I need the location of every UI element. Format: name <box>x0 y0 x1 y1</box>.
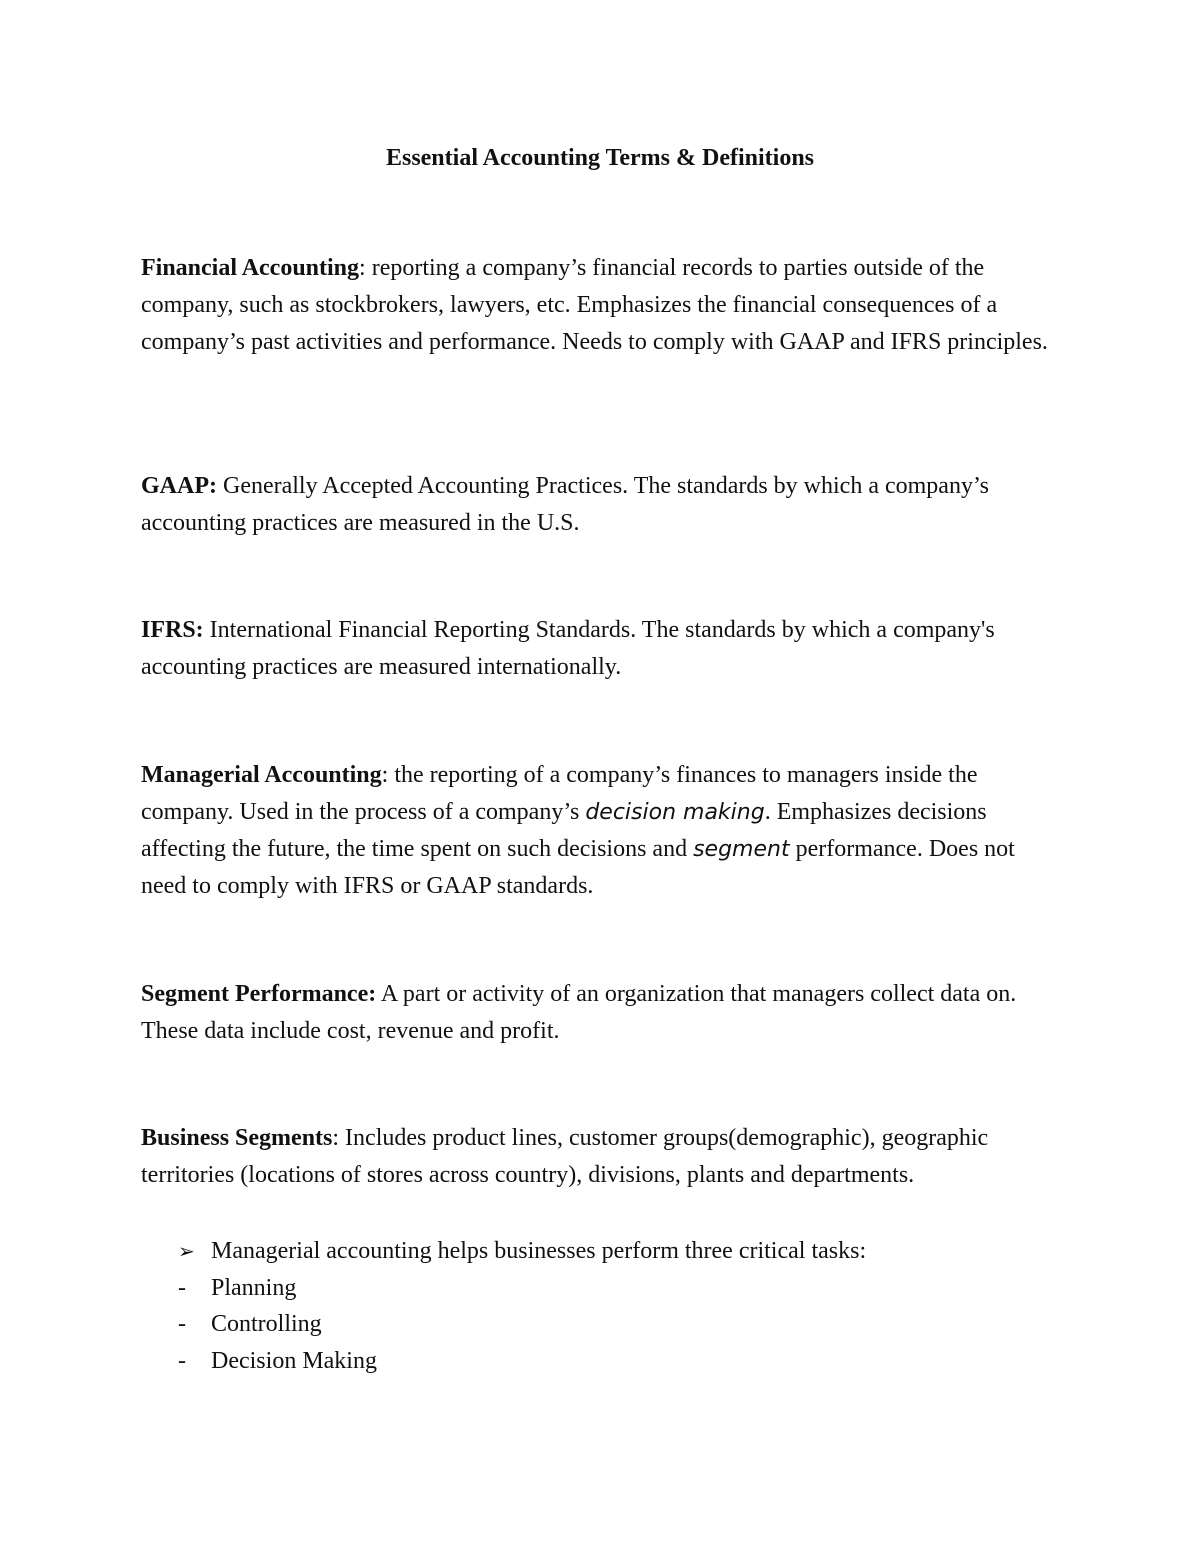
definition-managerial-part1: the reporting of a company’s finances to managers inside the company. Used in the process of a company’s <box>141 762 978 825</box>
entry-segment-performance <box>141 976 1066 1050</box>
italic-decision-making: decision making <box>585 800 765 825</box>
term-separator: : <box>359 255 366 281</box>
dash-bullet: - <box>178 1274 186 1301</box>
term-ifrs: IFRS: <box>141 617 204 643</box>
list-item-text: Controlling <box>211 1311 322 1337</box>
document-title: Essential Accounting Terms & Definitions <box>385 145 815 171</box>
tasks-list <box>160 1233 866 1379</box>
dash-bullet: - <box>178 1347 186 1374</box>
term-managerial-accounting: Managerial Accounting <box>141 762 382 788</box>
dash-bullet: - <box>178 1311 186 1337</box>
definition-financial-accounting: reporting a company’s financial records to parties outside of the company, such as stockbrokers, lawyers, etc. Emphasizes the financial consequences of a company’s past activities and performance. Needs to comply with GAAP and IFRS principles. <box>141 255 1048 355</box>
list-item-intro <box>160 1233 866 1270</box>
list-item <box>160 1343 866 1380</box>
list-intro-text: Managerial accounting helps businesses perform three critical tasks: <box>211 1238 867 1264</box>
entry-business-segments <box>141 1120 1066 1194</box>
term-segment-performance: Segment Performance: <box>141 981 377 1007</box>
definition-gaap: Generally Accepted Accounting Practices. The standards by which a company’s accounting practices are measured in the U.S. <box>141 473 989 536</box>
italic-segment: segment <box>693 837 790 862</box>
entry-gaap <box>141 468 1066 542</box>
definition-managerial-part3: performance. Does not need to comply with IFRS or GAAP standards. <box>141 836 1015 899</box>
term-separator: : <box>332 1125 340 1151</box>
term-business-segments: Business Segments <box>141 1125 333 1151</box>
list-item-text: Planning <box>211 1274 297 1301</box>
arrow-bullet-icon: ➢ <box>178 1239 195 1263</box>
term-gaap: GAAP: <box>141 473 217 499</box>
definition-business-segments: Includes product lines, customer groups(demographic), geographic territories (locations of stores across country), divisions, plants and departments. <box>141 1125 989 1188</box>
entry-ifrs <box>141 612 1066 686</box>
definition-ifrs: International Financial Reporting Standards. The standards by which a company's accounting practices are measured internationally. <box>141 617 995 680</box>
term-financial-accounting: Financial Accounting <box>141 255 360 281</box>
definition-managerial-part2: . Emphasizes decisions affecting the future, the time spent on such decisions and <box>141 799 987 862</box>
definition-segment-performance: A part or activity of an organization that managers collect data on. These data include cost, revenue and profit. <box>141 981 1017 1044</box>
entry-financial-accounting <box>141 250 1066 361</box>
entry-managerial-accounting <box>141 757 1066 905</box>
term-separator: : <box>381 762 389 788</box>
list-item <box>160 1270 866 1307</box>
list-item <box>160 1306 866 1343</box>
list-item-text: Decision Making <box>211 1347 377 1374</box>
